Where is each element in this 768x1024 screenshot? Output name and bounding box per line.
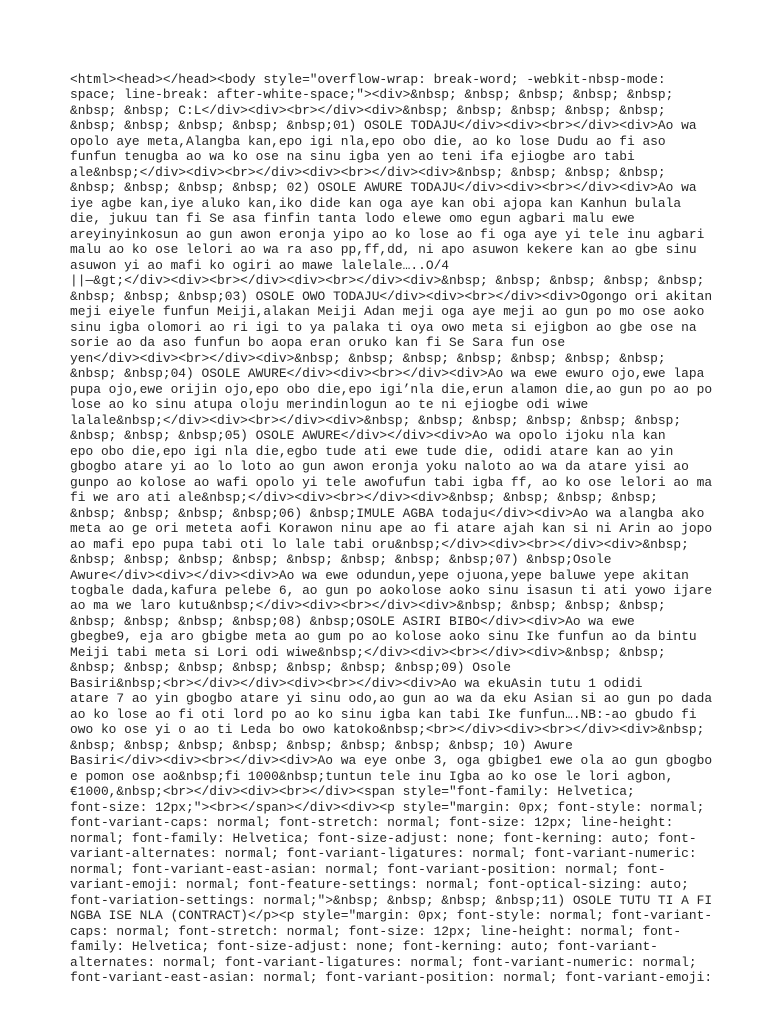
source-line: &nbsp; &nbsp; &nbsp; &nbsp; &nbsp; &nbsp; &nbsp;09) Osole (70, 660, 511, 676)
source-line: Basiri&nbsp;<br></div></div><div><br></div><div>Ao wa ekuAsin tutu 1 odidi (70, 675, 643, 691)
source-line: asuwon yi ao mafi ko ogiri ao mawe lalelale…..O/4 (70, 257, 450, 273)
source-line: variant-alternates: normal; font-variant-ligatures: normal; font-variant-numeric: (70, 846, 697, 862)
source-line: variant-emoji: normal; font-feature-settings: normal; font-optical-sizing: auto; (70, 877, 689, 893)
source-line: ||—&gt;</div><div><br></div><div><br></div><div>&nbsp; &nbsp; &nbsp; &nbsp; &nbsp; (70, 273, 705, 289)
source-line: opolo aye meta,Alangba kan,epo igi nla,epo obo die, ao ko lose Dudu ao fi aso (70, 133, 666, 149)
source-line: <html><head></head><body style="overflow-wrap: break-word; -webkit-nbsp-mode: (70, 72, 666, 87)
source-line: &nbsp; &nbsp;04) OSOLE AWURE</div><div><br></div><div>Ao wa ewe ewuro ojo,ewe lapa (70, 366, 705, 382)
source-line: epo obo die,epo igi nla die,egbo tude ati ewe tude die, odidi atare kan ao yin (70, 443, 674, 459)
source-line: togbale dada,kafura pelebe 6, ao gun po aokolose aoko sinu isasun ti ati yowo ijare (70, 582, 713, 598)
source-line: caps: normal; font-stretch: normal; font-size: 12px; line-height: normal; font- (70, 923, 682, 939)
source-line: NGBA ISE NLA (CONTRACT)</p><p style="margin: 0px; font-style: normal; font-variant- (70, 908, 713, 924)
source-line: font-size: 12px;"><br></span></div><div><p style="margin: 0px; font-style: normal; (70, 799, 705, 815)
source-line: gbogbo atare yi ao lo loto ao gun awon eronja yoku naloto ao wa da atare yisi ao (70, 459, 689, 475)
source-line: gunpo ao kolose ao wafi opolo yi tele awofufun tabi igba ff, ao ko ose lelori ao ma (70, 474, 713, 490)
source-line: €1000,&nbsp;<br></div><div><br></div><span style="font-family: Helvetica; (70, 784, 635, 800)
source-line: &nbsp; &nbsp; &nbsp; &nbsp; 02) OSOLE AWURE TODAJU</div><div><br></div><div>Ao wa (70, 180, 697, 196)
source-line: &nbsp; &nbsp; C:L</div><div><br></div><div>&nbsp; &nbsp; &nbsp; &nbsp; &nbsp; (70, 102, 666, 118)
source-line: ao ko lose ao fi oti lord po ao ko sinu igba kan tabi Ike funfun….NB:-ao gbudo fi (70, 706, 697, 722)
source-line: &nbsp; &nbsp; &nbsp; &nbsp; &nbsp; &nbsp; &nbsp; &nbsp;07) &nbsp;Osole (70, 552, 612, 568)
source-line: alternates: normal; font-variant-ligatures: normal; font-variant-numeric: normal; (70, 954, 697, 970)
source-line: areyinyinkosun ao gun awon eronja yipo ao ko lose ao fi oga aye yi tele inu agbari (70, 226, 705, 242)
source-line: normal; font-variant-east-asian: normal; font-variant-position: normal; font- (70, 861, 666, 877)
source-line: owo ko ose yi o ao ti Leda bo owo katoko&nbsp;<br></div><div><br></div><div>&nbsp; (70, 722, 705, 738)
source-line: funfun tenugba ao wa ko ose na sinu igba yen ao teni ifa ejiogbe aro tabi (70, 149, 635, 165)
source-line: sinu igba olomori ao ri igi to ya palaka ti oya owo meta si ejigbon ao gbe ose na (70, 319, 697, 335)
source-line: fi we aro ati ale&nbsp;</div><div><br></div><div>&nbsp; &nbsp; &nbsp; &nbsp; (70, 490, 658, 506)
source-line: &nbsp; &nbsp; &nbsp;03) OSOLE OWO TODAJU</div><div><br></div><div>Ogongo ori akitan (70, 288, 713, 304)
source-line: font-variation-settings: normal;">&nbsp; &nbsp; &nbsp; &nbsp;11) OSOLE TUTU TI A FI (70, 892, 713, 908)
source-line: Meiji tabi meta si Lori odi wiwe&nbsp;</div><div><br></div><div>&nbsp; &nbsp; (70, 644, 666, 660)
source-line: meta ao ge ori meteta aofi Korawon ninu ape ao fi atare ajah kan si ni Arin ao jopo (70, 521, 713, 537)
source-line: sorie ao da aso funfun bo aopa eran oruko kan fi Se Sara fun ose (70, 335, 566, 351)
source-line: lose ao ko sinu atupa oloju merindinlogun ao te ni ejiogbe odi wiwe (70, 397, 589, 413)
source-line: &nbsp; &nbsp; &nbsp; &nbsp;06) &nbsp;IMULE AGBA todaju</div><div>Ao wa alangba ako (70, 505, 705, 521)
source-line: e pomon ose ao&nbsp;fi 1000&nbsp;tuntun tele inu Igba ao ko ose le lori agbon, (70, 768, 674, 784)
source-line: Awure</div><div></div><div>Ao wa ewe odundun,yepe ojuona,yepe baluwe yepe akitan (70, 567, 689, 583)
source-line: normal; font-family: Helvetica; font-size-adjust: none; font-kerning: auto; font- (70, 830, 697, 846)
source-line: ao ma we laro kutu&nbsp;</div><div><br></div><div>&nbsp; &nbsp; &nbsp; &nbsp; (70, 598, 666, 614)
source-line: yen</div><div><br></div><div>&nbsp; &nbsp; &nbsp; &nbsp; &nbsp; &nbsp; &nbsp; (70, 350, 666, 366)
source-line: gbegbe9, eja aro gbigbe meta ao gum po ao kolose aoko sinu Ike funfun ao da bintu (70, 629, 697, 645)
source-line: &nbsp; &nbsp; &nbsp; &nbsp;08) &nbsp;OSOLE ASIRI BIBO</div><div>Ao wa ewe (70, 613, 635, 629)
source-line: lalale&nbsp;</div><div><br></div><div>&nbsp; &nbsp; &nbsp; &nbsp; &nbsp; &nbsp; (70, 412, 682, 428)
source-line: ao mafi epo pupa tabi oti lo lale tabi oru&nbsp;</div><div><br></div><div>&nbsp; (70, 536, 689, 552)
source-line: pupa ojo,ewe orijin ojo,epo obo die,epo igi’nla die,erun alamon die,ao gun po ao po (70, 381, 713, 397)
source-line: font-variant-east-asian: normal; font-variant-position: normal; font-variant-emoji: (70, 970, 713, 986)
source-line: Basiri</div><div><br></div><div>Ao wa eye onbe 3, oga gbigbe1 ewe ola ao gun gbogbo (70, 753, 713, 769)
source-line: &nbsp; &nbsp; &nbsp; &nbsp; &nbsp; &nbsp; &nbsp; &nbsp; 10) Awure (70, 737, 573, 753)
source-line: die, jukuu tan fi Se asa finfin tanta lodo elewe omo egun agbari malu ewe (70, 211, 635, 227)
source-line: ale&nbsp;</div><div><br></div><div><br></div><div>&nbsp; &nbsp; &nbsp; &nbsp; (70, 164, 666, 180)
source-line: iye agbe kan,iye aluko kan,iko dide kan oga aye kan obi ajopa kan Kanhun bulala (70, 195, 682, 211)
source-line: space; line-break: after-white-space;"><div>&nbsp; &nbsp; &nbsp; &nbsp; &nbsp; (70, 87, 674, 103)
source-line: &nbsp; &nbsp; &nbsp;05) OSOLE AWURE</div></div><div>Ao wa opolo ijoku nla kan (70, 428, 666, 444)
source-line: font-variant-caps: normal; font-stretch: normal; font-size: 12px; line-height: (70, 815, 674, 831)
source-line: family: Helvetica; font-size-adjust: none; font-kerning: auto; font-variant- (70, 939, 658, 955)
source-line: malu ao ko ose lelori ao wa ra aso pp,ff,dd, ni apo asuwon kekere kan ao gbe sinu (70, 242, 697, 258)
source-line: &nbsp; &nbsp; &nbsp; &nbsp; &nbsp;01) OSOLE TODAJU</div><div><br></div><div>Ao wa (70, 118, 697, 134)
html-source-text (70, 72, 713, 986)
source-line: meji eiyele funfun Meiji,alakan Meiji Adan meji oga aye meji ao gun po mo ose aoko (70, 304, 705, 320)
source-line: atare 7 ao yin gbogbo atare yi sinu odo,ao gun ao wa da eku Asian si ao gun po dada (70, 691, 713, 707)
